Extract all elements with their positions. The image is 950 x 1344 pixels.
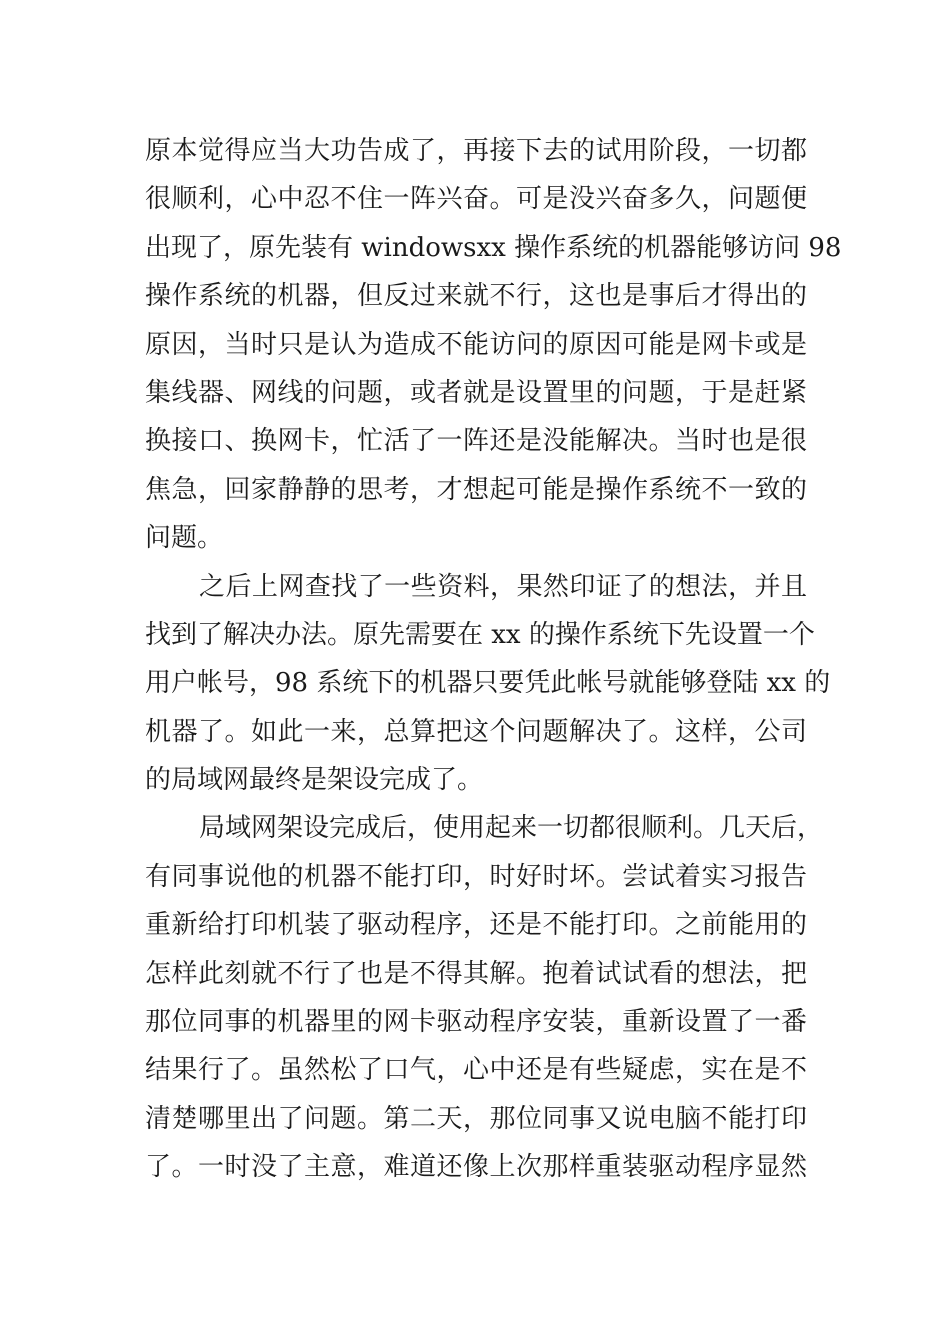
- text-line: 结果行了。虽然松了口气，心中还是有些疑虑，实在是不: [145, 1055, 807, 1086]
- text-line: 很顺利，心中忍不住一阵兴奋。可是没兴奋多久，问题便: [145, 184, 807, 215]
- text-line: 找到了解决办法。原先需要在 xx 的操作系统下先设置一个: [145, 619, 815, 650]
- text-line: 局域网架设完成后，使用起来一切都很顺利。几天后，: [199, 813, 824, 844]
- body-text: [145, 127, 842, 1192]
- text-line: 了。一时没了主意，难道还像上次那样重装驱动程序显然: [145, 1152, 807, 1183]
- text-line: 那位同事的机器里的网卡驱动程序安装，重新设置了一番: [145, 1007, 807, 1038]
- paragraph-2: [145, 563, 831, 805]
- text-line: 问题。: [145, 523, 224, 554]
- text-line: 原本觉得应当大功告成了，再接下去的试用阶段，一切都: [145, 136, 807, 166]
- text-line: 之后上网查找了一些资料，果然印证了的想法，并且: [199, 571, 807, 602]
- text-line: 的局域网最终是架设完成了。: [145, 765, 484, 796]
- paragraph-3: [145, 804, 824, 1191]
- paragraph-1: [145, 127, 842, 563]
- text-line: 用户帐号，98 系统下的机器只要凭此帐号就能够登陆 xx 的: [145, 668, 831, 699]
- text-line: 出现了，原先装有 windowsxx 操作系统的机器能够访问 98: [145, 232, 842, 263]
- text-line: 焦急，回家静静的思考，才想起可能是操作系统不一致的: [145, 474, 807, 505]
- text-line: 操作系统的机器，但反过来就不行，这也是事后才得出的: [145, 281, 807, 312]
- text-line: 清楚哪里出了问题。第二天，那位同事又说电脑不能打印: [145, 1103, 807, 1134]
- text-line: 原因，当时只是认为造成不能访问的原因可能是网卡或是: [145, 329, 807, 360]
- text-line: 集线器、网线的问题，或者就是设置里的问题，于是赶紧: [145, 377, 807, 408]
- text-line: 有同事说他的机器不能打印，时好时坏。尝试着实习报告: [145, 861, 807, 892]
- text-line: 怎样此刻就不行了也是不得其解。抱着试试看的想法，把: [145, 958, 807, 989]
- text-line: 重新给打印机装了驱动程序，还是不能打印。之前能用的: [145, 910, 807, 941]
- text-line: 换接口、换网卡，忙活了一阵还是没能解决。当时也是很: [145, 426, 807, 457]
- text-line: 机器了。如此一来，总算把这个问题解决了。这样，公司: [145, 716, 807, 747]
